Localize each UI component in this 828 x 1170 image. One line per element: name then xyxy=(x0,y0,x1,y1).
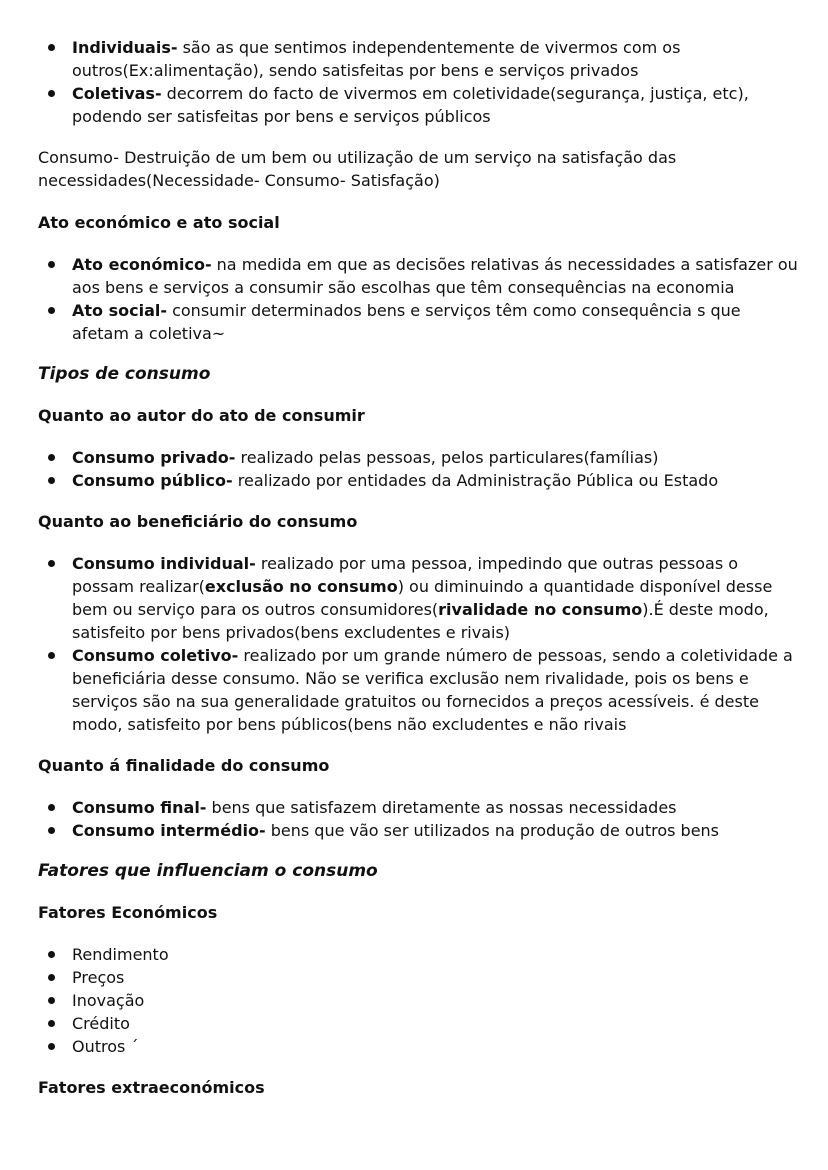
list-item xyxy=(72,644,798,736)
autor-list xyxy=(38,446,798,492)
economicos-list xyxy=(38,943,798,1058)
list-item: Inovação xyxy=(72,989,798,1012)
beneficiario-list xyxy=(38,552,798,736)
necessidades-list xyxy=(38,36,798,128)
list-item-text: realizado por um grande número de pessoas, sendo a coletividade a beneficiária desse consumo. Não se verifica exclusão nem rivalidade, pois os bens e serviços são na sua generalidade gratuitos ou fornecidos a preços acessíveis. é deste modo, satisfeito por bens públicos(bens não excludentes e não rivais xyxy=(72,646,793,734)
list-item-text: decorrem do facto de vivermos em coletividade(segurança, justiça, etc), podendo ser satisfeitas por bens e serviços públicos xyxy=(72,84,749,126)
list-item-term: Consumo público- xyxy=(72,471,233,490)
heading-finalidade: Quanto á finalidade do consumo xyxy=(38,756,330,775)
list-item-text: bens que vão ser utilizados na produção de outros bens xyxy=(265,821,720,840)
list-item xyxy=(72,819,798,842)
list-item xyxy=(72,469,798,492)
list-item-term: Consumo privado- xyxy=(72,448,236,467)
list-item-term: Consumo intermédio- xyxy=(72,821,266,840)
list-item-text: na medida em que as decisões relativas ás necessidades a satisfazer ou aos bens e serviços a consumir são escolhas que têm consequências na economia xyxy=(72,255,798,297)
list-item-term: Ato económico- xyxy=(72,255,212,274)
heading-extraeconomicos: Fatores extraeconómicos xyxy=(38,1078,265,1097)
list-item: Preços xyxy=(72,966,798,989)
consumo-definition: Consumo- Destruição de um bem ou utilização de um serviço na satisfação das necessidades(Necessidade- Consumo- Satisfação) xyxy=(38,148,677,190)
list-item-emphasis: exclusão no consumo xyxy=(204,577,398,596)
list-item-text: ).É deste modo, satisfeito por bens privados(bens excludentes e rivais) xyxy=(72,600,769,642)
list-item: Outros ´ xyxy=(72,1035,798,1058)
list-item-text: realizado pelas pessoas, pelos particulares(famílias) xyxy=(235,448,659,467)
list-item-text: são as que sentimos independentemente de vivermos com os outros(Ex:alimentação), sendo satisfeitas por bens e serviços privados xyxy=(72,38,681,80)
list-item-text: bens que satisfazem diretamente as nossas necessidades xyxy=(206,798,677,817)
heading-ato: Ato económico e ato social xyxy=(38,213,280,232)
heading-beneficiario: Quanto ao beneficiário do consumo xyxy=(38,512,358,531)
list-item-term: Consumo final- xyxy=(72,798,207,817)
list-item xyxy=(72,552,798,644)
list-item xyxy=(72,299,798,345)
list-item-emphasis: rivalidade no consumo xyxy=(438,600,643,619)
list-item-text: ) ou diminuindo a quantidade disponível desse bem ou serviço para os outros consumidores( xyxy=(72,577,773,619)
list-item: Rendimento xyxy=(72,943,798,966)
list-item xyxy=(72,796,798,819)
list-item xyxy=(72,253,798,299)
finalidade-list xyxy=(38,796,798,842)
list-item xyxy=(72,446,798,469)
heading-fatores: Fatores que influenciam o consumo xyxy=(38,861,378,881)
list-item-term: Consumo coletivo- xyxy=(72,646,239,665)
list-item-text: consumir determinados bens e serviços têm como consequência s que afetam a coletiva~ xyxy=(72,301,741,343)
ato-list xyxy=(38,253,798,345)
heading-tipos: Tipos de consumo xyxy=(38,364,211,384)
list-item-term: Consumo individual- xyxy=(72,554,256,573)
list-item xyxy=(72,36,798,82)
list-item-term: Coletivas- xyxy=(72,84,162,103)
heading-autor: Quanto ao autor do ato de consumir xyxy=(38,406,365,425)
list-item-text: realizado por entidades da Administração Pública ou Estado xyxy=(232,471,719,490)
list-item-term: Individuais- xyxy=(72,38,178,57)
list-item-term: Ato social- xyxy=(72,301,167,320)
list-item xyxy=(72,82,798,128)
list-item: Crédito xyxy=(72,1012,798,1035)
heading-economicos: Fatores Económicos xyxy=(38,903,218,922)
list-item-text: realizado por uma pessoa, impedindo que outras pessoas o possam realizar( xyxy=(72,554,739,596)
